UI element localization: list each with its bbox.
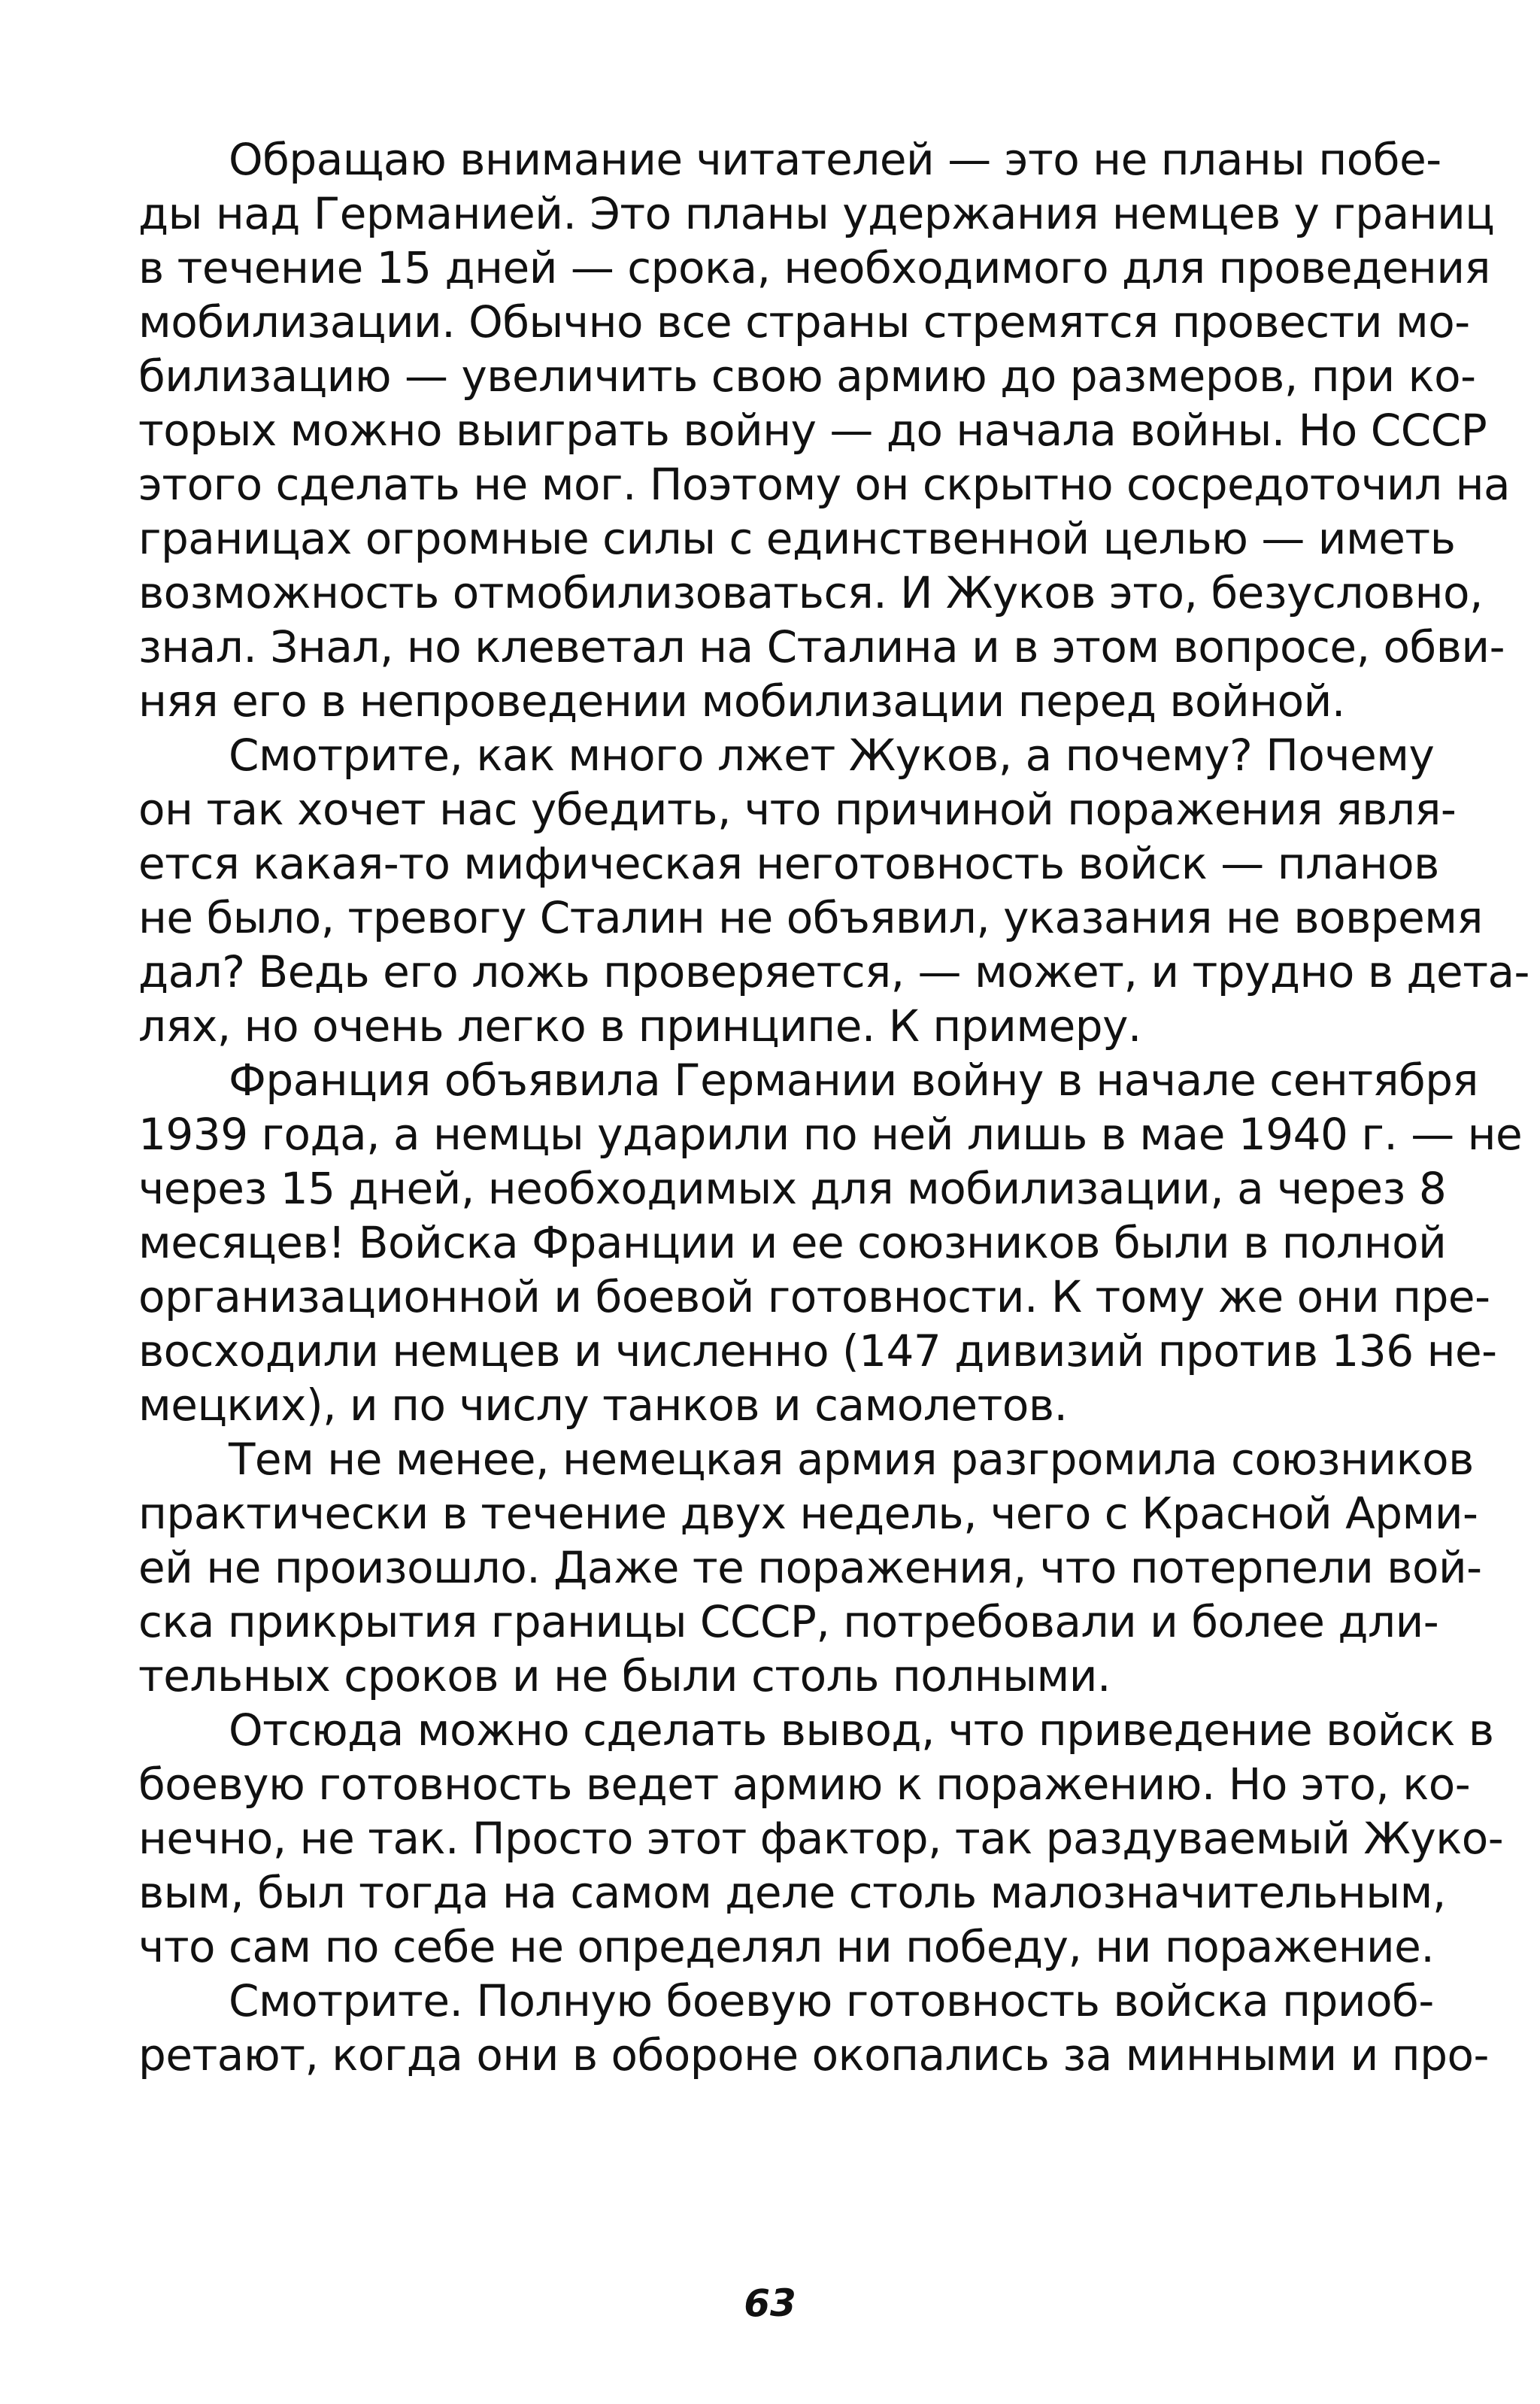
text-line: он так хочет нас убедить, что причиной поражения явля- xyxy=(138,784,1457,835)
text-line: практически в течение двух недель, чего с Красной Арми- xyxy=(138,1488,1478,1539)
paragraph xyxy=(138,132,1511,728)
text-line: ретают, когда они в обороне окопались за минными и про- xyxy=(138,2029,1489,2081)
text-line: в течение 15 дней — срока, необходимого для проведения xyxy=(138,242,1490,293)
paragraph xyxy=(138,1432,1482,1703)
text-line: мецких), и по числу танков и самолетов. xyxy=(138,1380,1068,1431)
text-line: ей не произошло. Даже те поражения, что потерпели вой- xyxy=(138,1542,1482,1593)
text-line: Отсюда можно сделать вывод, что приведение войск в xyxy=(229,1704,1494,1756)
paragraph xyxy=(138,1703,1504,1974)
text-line: торых можно выиграть войну — до начала войны. Но СССР xyxy=(138,405,1487,456)
text-line: няя его в непроведении мобилизации перед войной. xyxy=(138,675,1345,727)
text-line: восходили немцев и численно (147 дивизий против 136 не- xyxy=(138,1325,1497,1377)
page-body xyxy=(138,132,1529,2082)
text-line: границах огромные силы с единственной целью — иметь xyxy=(138,513,1456,564)
text-line: лях, но очень легко в принципе. К примеру. xyxy=(138,1000,1141,1052)
text-line: дал? Ведь его ложь проверяется, — может, и трудно в дета- xyxy=(138,946,1529,997)
page-number: 63 xyxy=(744,2281,796,2325)
paragraph xyxy=(138,728,1529,1053)
paragraph xyxy=(138,1053,1523,1432)
text-line: ды над Германией. Это планы удержания немцев у границ xyxy=(138,188,1495,239)
text-line: нечно, не так. Просто этот фактор, так раздуваемый Жуко- xyxy=(138,1813,1504,1864)
paragraph xyxy=(138,1974,1489,2082)
text-line: Обращаю внимание читателей — это не планы побе- xyxy=(229,134,1441,185)
text-line: 1939 года, а немцы ударили по ней лишь в мае 1940 г. — не xyxy=(138,1109,1523,1160)
text-line: что сам по себе не определял ни победу, ни поражение. xyxy=(138,1921,1435,1972)
text-line: ска прикрытия границы СССР, потребовали и более дли- xyxy=(138,1596,1439,1647)
text-line: тельных сроков и не были столь полными. xyxy=(138,1650,1111,1701)
text-line: знал. Знал, но клеветал на Сталина и в этом вопросе, обви- xyxy=(138,621,1505,672)
text-line: не было, тревогу Сталин не объявил, указания не вовремя xyxy=(138,892,1483,943)
text-line: Франция объявила Германии войну в начале сентября xyxy=(229,1055,1478,1106)
text-line: через 15 дней, необходимых для мобилизации, а через 8 xyxy=(138,1163,1447,1214)
text-line: Тем не менее, немецкая армия разгромила союзников xyxy=(229,1434,1474,1485)
text-line: билизацию — увеличить свою армию до размеров, при ко- xyxy=(138,351,1476,402)
text-line: организационной и боевой готовности. К тому же они пре- xyxy=(138,1271,1490,1322)
text-line: месяцев! Войска Франции и ее союзников были в полной xyxy=(138,1217,1447,1268)
text-line: ется какая-то мифическая неготовность войск — планов xyxy=(138,838,1439,889)
text-line: вым, был тогда на самом деле столь малозначительным, xyxy=(138,1867,1446,1918)
text-line: возможность отмобилизоваться. И Жуков это, безусловно, xyxy=(138,567,1483,618)
text-line: Смотрите, как много лжет Жуков, а почему? Почему xyxy=(229,730,1435,781)
text-line: мобилизации. Обычно все страны стремятся провести мо- xyxy=(138,296,1470,348)
text-line: этого сделать не мог. Поэтому он скрытно сосредоточил на xyxy=(138,459,1511,510)
text-line: боевую готовность ведет армию к поражению. Но это, ко- xyxy=(138,1759,1471,1810)
text-line: Смотрите. Полную боевую готовность войска приоб- xyxy=(229,1975,1434,2026)
